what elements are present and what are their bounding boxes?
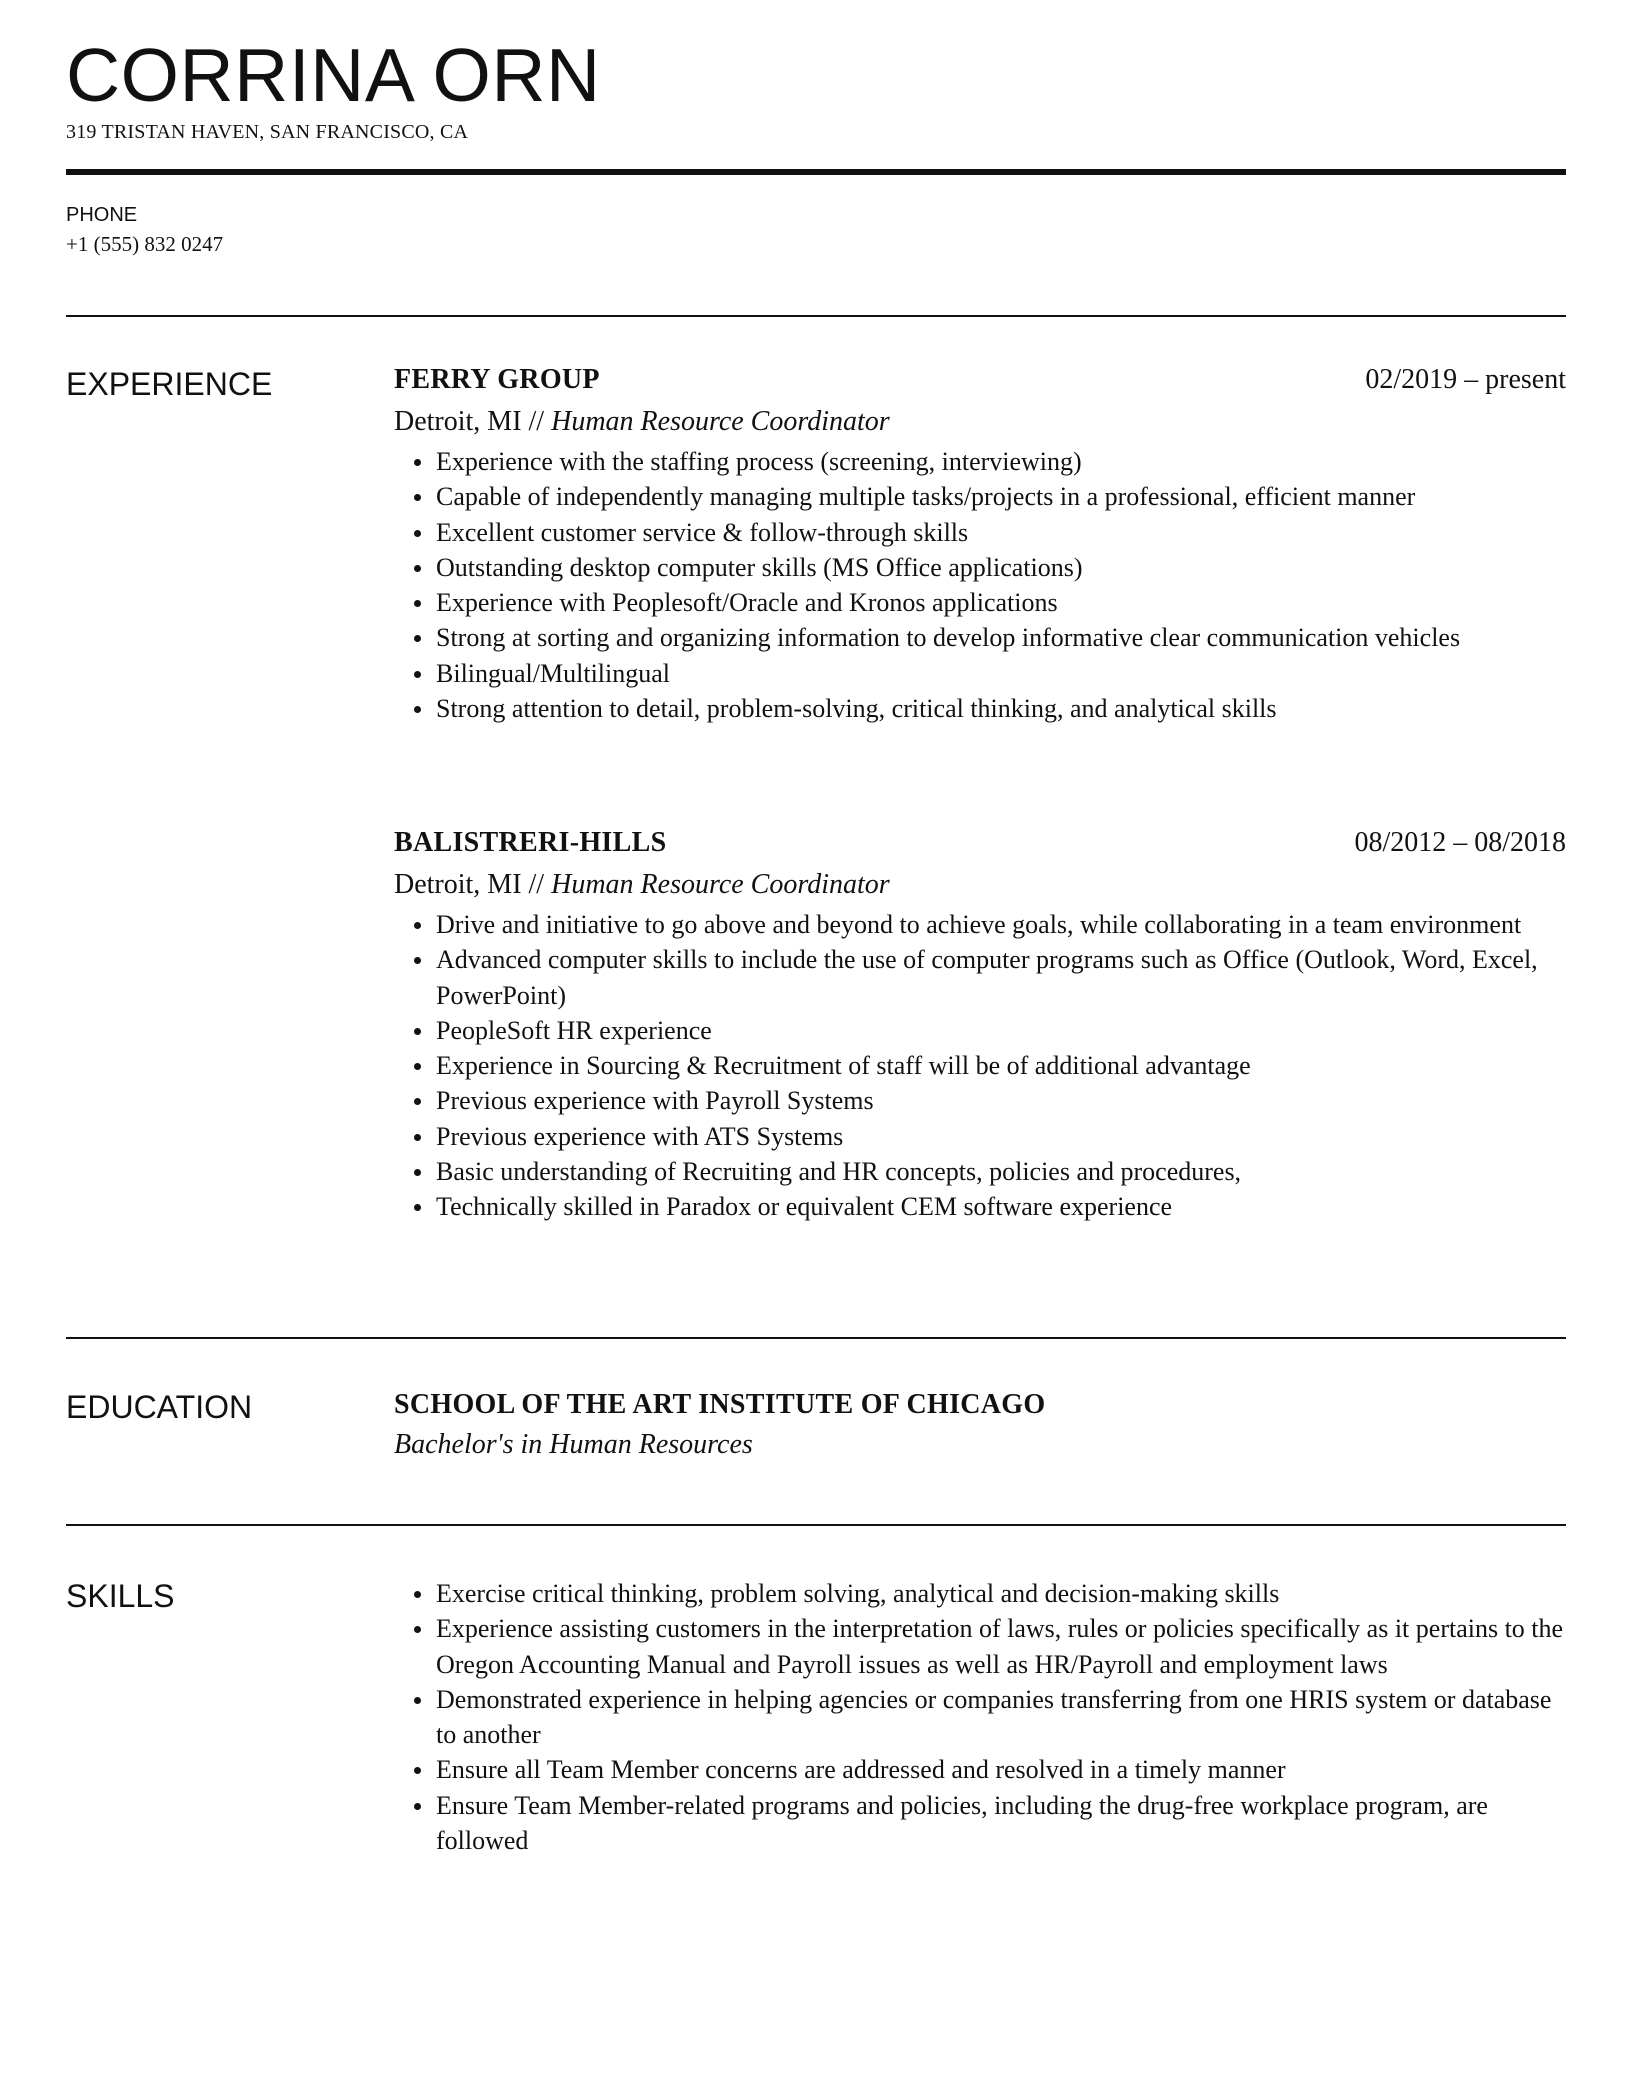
section-divider (66, 315, 1566, 317)
job-header (394, 827, 1566, 865)
job-role: Human Resource Coordinator (551, 869, 890, 900)
list-item: Bilingual/Multilingual (394, 656, 1566, 691)
list-item: Drive and initiative to go above and beyond to achieve goals, while collaborating in a team environment (394, 907, 1566, 942)
job-header (394, 364, 1566, 402)
skills-list (394, 1576, 1566, 1858)
phone-label: PHONE (66, 204, 138, 226)
list-item: Demonstrated experience in helping agencies or companies transferring from one HRIS system or database to another (394, 1682, 1566, 1753)
job-dates: 08/2012 – 08/2018 (1354, 827, 1566, 858)
company-name: BALISTRERI-HILLS (394, 827, 667, 858)
job-location-role (394, 402, 1566, 442)
list-item: Basic understanding of Recruiting and HR concepts, policies and procedures, (394, 1154, 1566, 1189)
company-name: FERRY GROUP (394, 364, 600, 395)
list-item: Strong at sorting and organizing information to develop informative clear communication vehicles (394, 620, 1566, 655)
list-item: Experience in Sourcing & Recruitment of staff will be of additional advantage (394, 1048, 1566, 1083)
list-item: Ensure all Team Member concerns are addressed and resolved in a timely manner (394, 1752, 1566, 1787)
skills-entry (394, 1574, 1566, 1858)
header-divider (66, 169, 1566, 175)
job-role: Human Resource Coordinator (551, 406, 890, 437)
education-heading: EDUCATION (66, 1389, 253, 1425)
job-location: Detroit, MI (394, 869, 522, 900)
list-item: Capable of independently managing multiple tasks/projects in a professional, efficient manner (394, 479, 1566, 514)
candidate-address: 319 TRISTAN HAVEN, SAN FRANCISCO, CA (66, 121, 469, 143)
candidate-name: CORRINA ORN (66, 33, 601, 117)
job-entry (394, 364, 1566, 726)
section-divider (66, 1337, 1566, 1339)
list-item: Technically skilled in Paradox or equivalent CEM software experience (394, 1189, 1566, 1224)
list-item: Outstanding desktop computer skills (MS Office applications) (394, 550, 1566, 585)
list-item: Previous experience with Payroll Systems (394, 1083, 1566, 1118)
role-separator: // (521, 869, 552, 900)
list-item: Experience with the staffing process (screening, interviewing) (394, 444, 1566, 479)
education-entry (394, 1385, 1566, 1465)
list-item: Experience assisting customers in the interpretation of laws, rules or policies specifically as it pertains to the Oregon Accounting Manual and Payroll issues as well as HR/Payroll and employment laws (394, 1611, 1566, 1682)
job-location-role (394, 865, 1566, 905)
experience-heading: EXPERIENCE (66, 366, 273, 402)
degree: Bachelor's in Human Resources (394, 1429, 753, 1460)
list-item: Previous experience with ATS Systems (394, 1119, 1566, 1154)
list-item: Strong attention to detail, problem-solving, critical thinking, and analytical skills (394, 691, 1566, 726)
phone-number: +1 (555) 832 0247 (66, 232, 224, 256)
section-divider (66, 1524, 1566, 1526)
school-name: SCHOOL OF THE ART INSTITUTE OF CHICAGO (394, 1389, 1046, 1420)
list-item: Advanced computer skills to include the use of computer programs such as Office (Outlook, Word, Excel, PowerPoint) (394, 942, 1566, 1013)
role-separator: // (521, 406, 552, 437)
job-entry (394, 827, 1566, 1225)
job-dates: 02/2019 – present (1365, 364, 1566, 395)
job-bullets (394, 444, 1566, 726)
list-item: Experience with Peoplesoft/Oracle and Kronos applications (394, 585, 1566, 620)
job-bullets (394, 907, 1566, 1225)
list-item: PeopleSoft HR experience (394, 1013, 1566, 1048)
list-item: Excellent customer service & follow-through skills (394, 515, 1566, 550)
skills-heading: SKILLS (66, 1578, 175, 1614)
list-item: Exercise critical thinking, problem solving, analytical and decision-making skills (394, 1576, 1566, 1611)
list-item: Ensure Team Member-related programs and policies, including the drug-free workplace program, are followed (394, 1788, 1566, 1859)
job-location: Detroit, MI (394, 406, 522, 437)
